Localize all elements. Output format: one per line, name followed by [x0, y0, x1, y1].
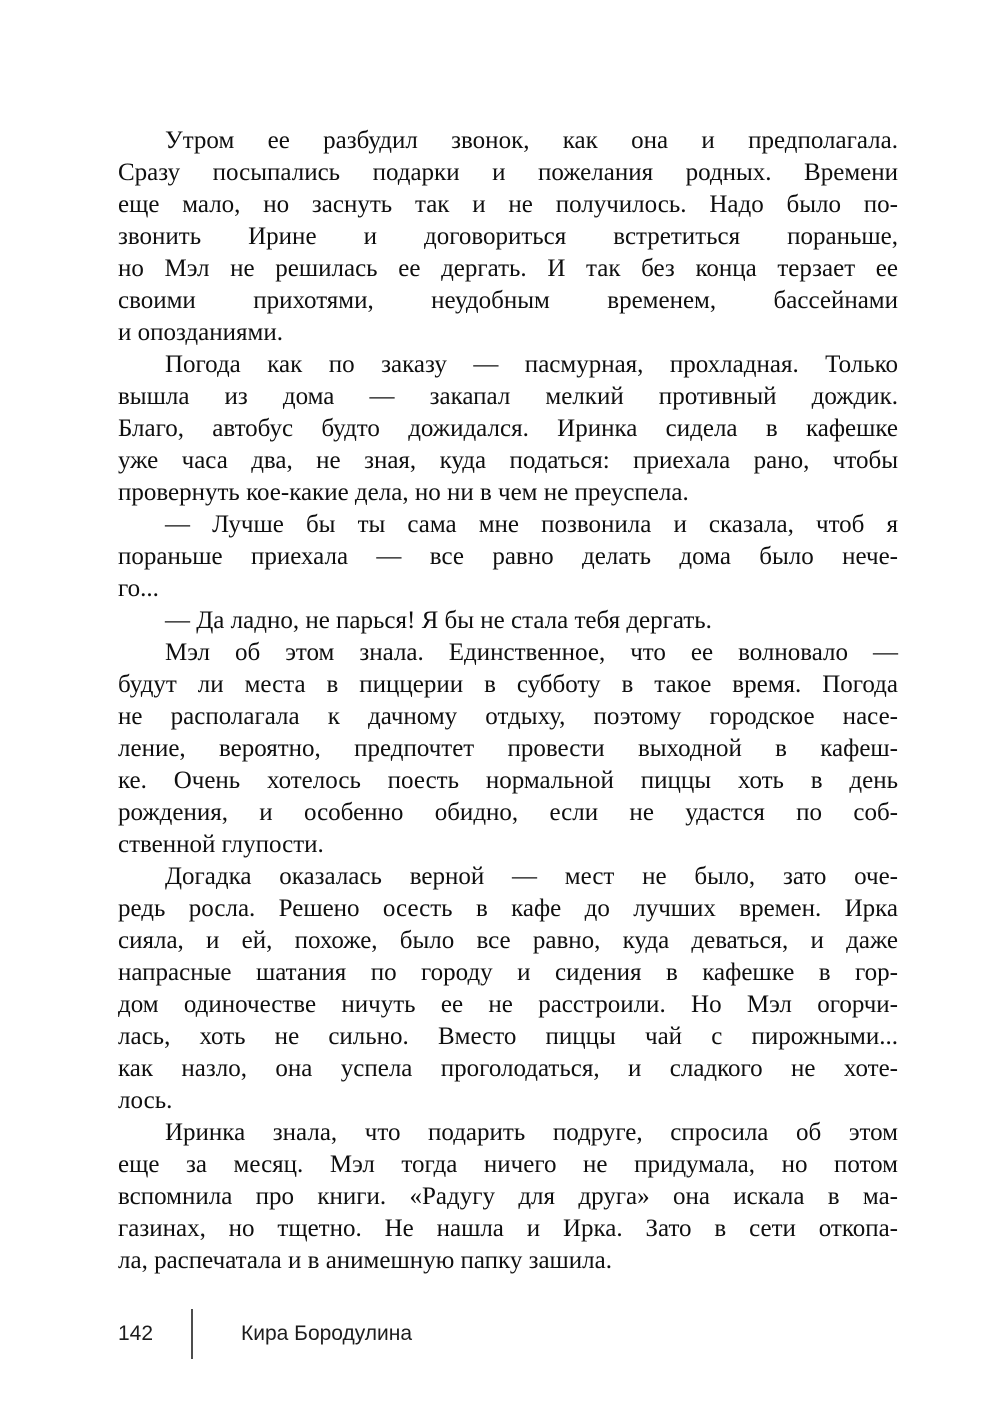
- text-line: лось.: [118, 1087, 173, 1114]
- body-text: [118, 125, 898, 1277]
- paragraph: [118, 125, 898, 349]
- text-line: и опозданиями.: [118, 319, 283, 346]
- text-line: напрасные шатания по городу и сидения в кафешке в гор-: [118, 959, 898, 986]
- text-line: пораньше приехала — все равно делать дома было нече-: [118, 543, 898, 570]
- text-line: сияла, и ей, похоже, было все равно, куда деваться, и даже: [118, 927, 898, 954]
- page-footer: [118, 1309, 412, 1359]
- text-line: как назло, она успела проголодаться, и сладкого не хоте-: [118, 1055, 898, 1082]
- text-line: не располагала к дачному отдыху, поэтому городское насе-: [118, 703, 898, 730]
- text-line: Сразу посыпались подарки и пожелания родных. Времени: [118, 159, 898, 186]
- text-line: газинах, но тщетно. Не нашла и Ирка. Зато в сети откопа-: [118, 1215, 898, 1242]
- text-line: ственной глупости.: [118, 831, 324, 858]
- author-name: Кира Бородулина: [241, 1322, 413, 1345]
- footer-divider: [191, 1309, 193, 1359]
- text-line: еще мало, но заснуть так и не получилось. Надо было по-: [118, 191, 898, 218]
- text-line: Иринка знала, что подарить подруге, спросила об этом: [165, 1119, 898, 1146]
- text-line: — Да ладно, не парься! Я бы не стала тебя дергать.: [165, 607, 712, 634]
- paragraph: [118, 1117, 898, 1277]
- text-line: Погода как по заказу — пасмурная, прохладная. Только: [165, 351, 898, 378]
- text-line: ла, распечатала и в анимешную папку зашила.: [118, 1247, 613, 1274]
- text-line: ке. Очень хотелось поесть нормальной пиццы хоть в день: [118, 767, 898, 794]
- text-line: вспомнила про книги. «Радугу для друга» она искала в ма-: [118, 1183, 898, 1210]
- text-line: вышла из дома — закапал мелкий противный дождик.: [118, 383, 898, 410]
- text-line: уже часа два, не зная, куда податься: приехала рано, чтобы: [118, 447, 898, 474]
- text-line: рождения, и особенно обидно, если не удастся по соб-: [118, 799, 898, 826]
- paragraph: [118, 637, 898, 861]
- text-line: провернуть кое-какие дела, но ни в чем не преуспела.: [118, 479, 689, 506]
- paragraph: [118, 509, 898, 605]
- text-line: Благо, автобус будто дожидался. Иринка сидела в кафешке: [118, 415, 898, 442]
- text-line: но Мэл не решилась ее дергать. И так без конца терзает ее: [118, 255, 898, 282]
- text-line: Мэл об этом знала. Единственное, что ее волновало —: [165, 639, 898, 666]
- paragraph: [118, 605, 898, 637]
- text-line: звонить Ирине и договориться встретиться пораньше,: [118, 223, 898, 250]
- paragraph: [118, 349, 898, 509]
- text-line: редь росла. Решено осесть в кафе до лучших времен. Ирка: [118, 895, 898, 922]
- text-line: дом одиночестве ничуть ее не расстроили. Но Мэл огорчи-: [118, 991, 898, 1018]
- text-line: ление, вероятно, предпочтет провести выходной в кафеш-: [118, 735, 898, 762]
- text-line: еще за месяц. Мэл тогда ничего не придумала, но потом: [118, 1151, 898, 1178]
- text-line: — Лучше бы ты сама мне позвонила и сказала, чтоб я: [165, 511, 898, 538]
- paragraph: [118, 861, 898, 1117]
- text-line: будут ли места в пиццерии в субботу в такое время. Погода: [118, 671, 898, 698]
- text-line: своими прихотями, неудобным временем, бассейнами: [118, 287, 898, 314]
- text-line: го...: [118, 575, 159, 602]
- page-number: 142: [118, 1322, 154, 1345]
- text-line: Догадка оказалась верной — мест не было, зато оче-: [165, 863, 898, 890]
- text-line: Утром ее разбудил звонок, как она и предполагала.: [165, 127, 898, 154]
- text-line: лась, хоть не сильно. Вместо пиццы чай с пирожными...: [118, 1023, 898, 1050]
